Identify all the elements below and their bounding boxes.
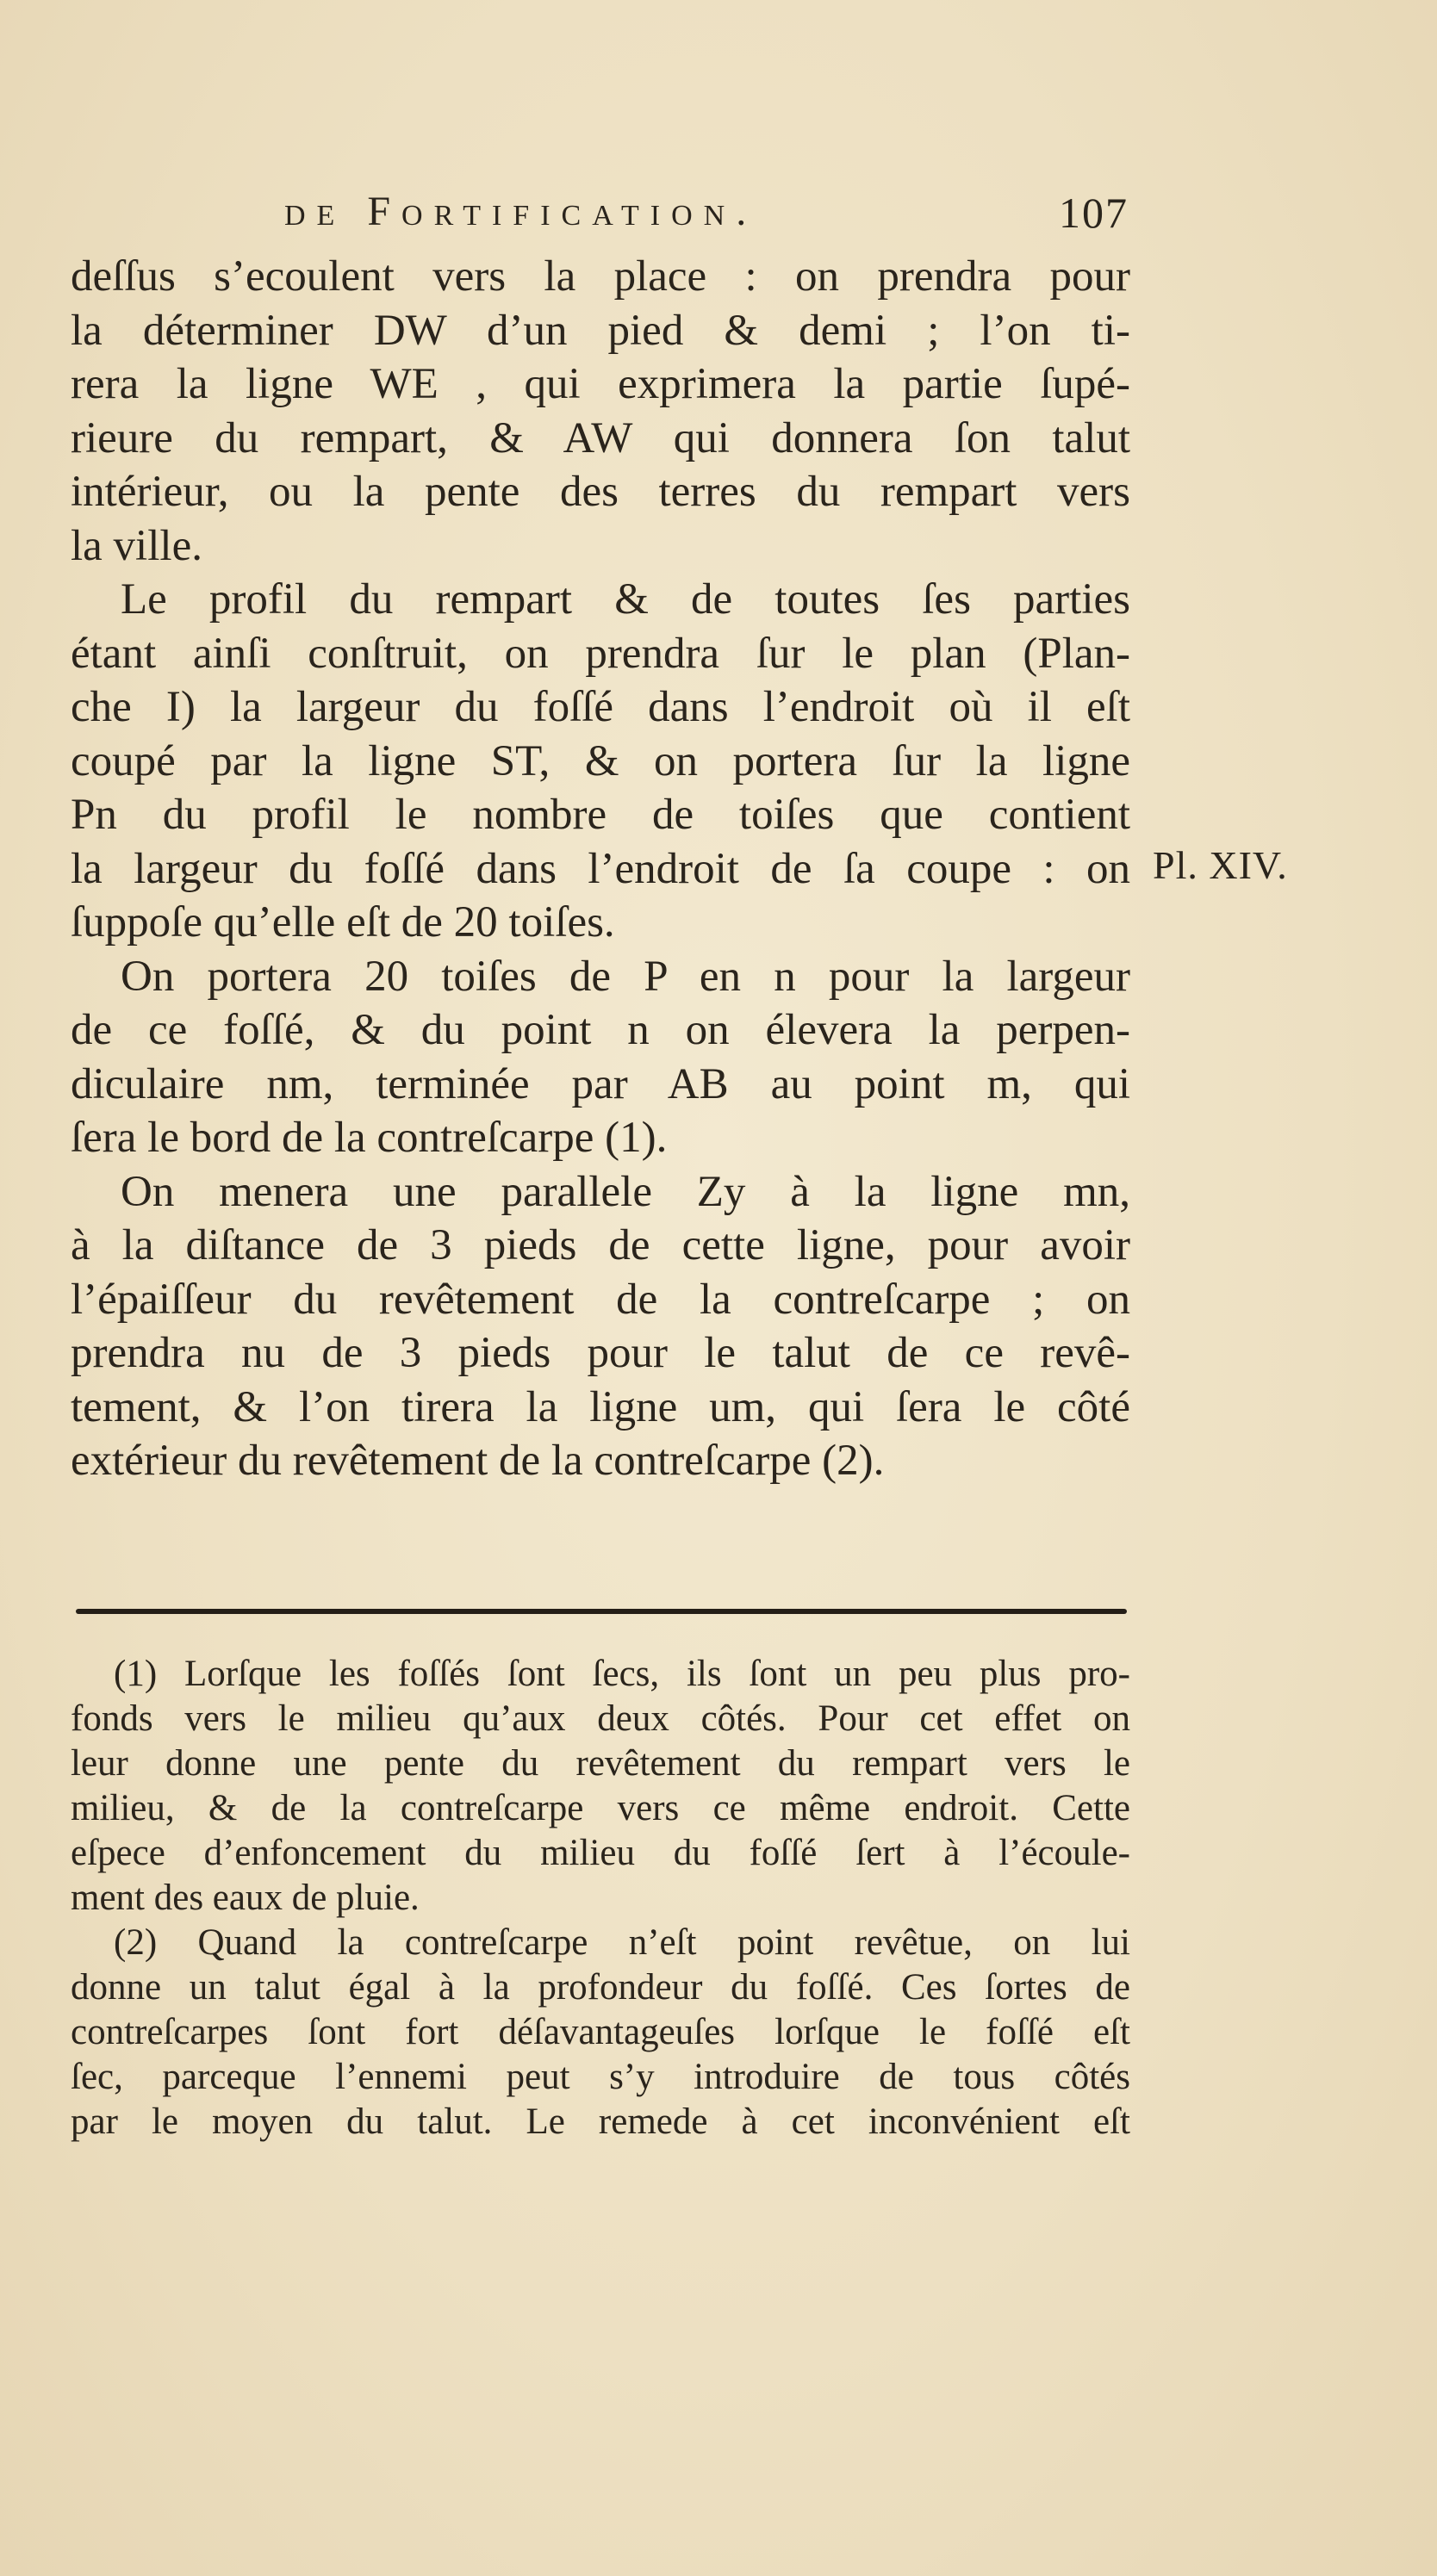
footnote-line: (1) Lorſque les foſſés ſont ſecs, ils ſont un peu plus pro-: [114, 1654, 1130, 1694]
footnote-line: leur donne une pente du revêtement du rempart vers le: [71, 1743, 1130, 1784]
footnote-divider: [76, 1609, 1127, 1614]
text-line: de ce foſſé, & du point n on élevera la perpen-: [71, 1006, 1130, 1054]
text-line: diculaire nm, terminée par AB au point m, qui: [71, 1059, 1130, 1108]
footnote-line: ment des eaux de pluie.: [71, 1878, 420, 1918]
text-line: rieure du rempart, & AW qui donnera ſon talut: [71, 413, 1130, 462]
text-line: la ville.: [71, 521, 202, 570]
main-text: [71, 250, 1130, 1488]
footnote-line: eſpece d’enfoncement du milieu du foſſé ſert à l’écoule-: [71, 1833, 1130, 1873]
text-line: On portera 20 toiſes de P en n pour la largeur: [121, 952, 1130, 1001]
text-line: che I) la largeur du foſſé dans l’endroit où il eſt: [71, 683, 1130, 731]
text-line: coupé par la ligne ST, & on portera ſur la ligne: [71, 736, 1130, 785]
text-line: l’épaiſſeur du revêtement de la contreſcarpe ; on: [71, 1275, 1130, 1324]
text-line: ſera le bord de la contreſcarpe (1).: [71, 1114, 668, 1162]
footnote-line: par le moyen du talut. Le remede à cet inconvénient eſt: [71, 2101, 1130, 2142]
page-header: [284, 188, 1129, 248]
text-line: rera la ligne WE , qui exprimera la partie ſupé-: [71, 360, 1130, 408]
text-line: extérieur du revêtement de la contreſcarpe (2).: [71, 1437, 885, 1485]
footnote-line: (2) Quand la contreſcarpe n’eſt point revêtue, on lui: [114, 1922, 1130, 1963]
text-line: intérieur, ou la pente des terres du rempart vers: [71, 468, 1130, 516]
text-line: On menera une parallele Zy à la ligne mn,: [121, 1167, 1130, 1216]
plate-reference: Pl. XIV.: [1153, 843, 1288, 887]
footnote-line: contreſcarpes ſont fort déſavantageuſes lorſque le foſſé eſt: [71, 2012, 1130, 2052]
footnote-line: fonds vers le milieu qu’aux deux côtés. Pour cet effet on: [71, 1698, 1130, 1739]
text-line: prendra nu de 3 pieds pour le talut de ce revê-: [71, 1329, 1130, 1377]
text-line: ſuppoſe qu’elle eſt de 20 toiſes.: [71, 898, 615, 947]
text-line: étant ainſi conſtruit, on prendra ſur le plan (Plan-: [71, 629, 1130, 678]
text-line: à la diſtance de 3 pieds de cette ligne, pour avoir: [71, 1221, 1130, 1269]
footnote-line: donne un talut égal à la profondeur du foſſé. Ces ſortes de: [71, 1967, 1130, 2008]
text-line: la déterminer DW d’un pied & demi ; l’on ti-: [71, 306, 1130, 355]
page-number: 107: [1059, 189, 1129, 237]
text-line: tement, & l’on tirera la ligne um, qui ſera le côté: [71, 1382, 1130, 1431]
text-line: Pn du profil le nombre de toiſes que contient: [71, 791, 1130, 839]
text-line: la largeur du foſſé dans l’endroit de ſa coupe : on: [71, 844, 1130, 893]
text-line: Le profil du rempart & de toutes ſes parties: [121, 575, 1130, 624]
text-line: deſſus s’ecoulent vers la place : on prendra pour: [71, 252, 1130, 301]
footnote-line: milieu, & de la contreſcarpe vers ce même endroit. Cette: [71, 1788, 1130, 1828]
footnotes: [71, 1652, 1130, 2145]
running-head: de Fortification.: [284, 189, 758, 234]
footnote-line: ſec, parceque l’ennemi peut s’y introduire de tous côtés: [71, 2057, 1130, 2097]
